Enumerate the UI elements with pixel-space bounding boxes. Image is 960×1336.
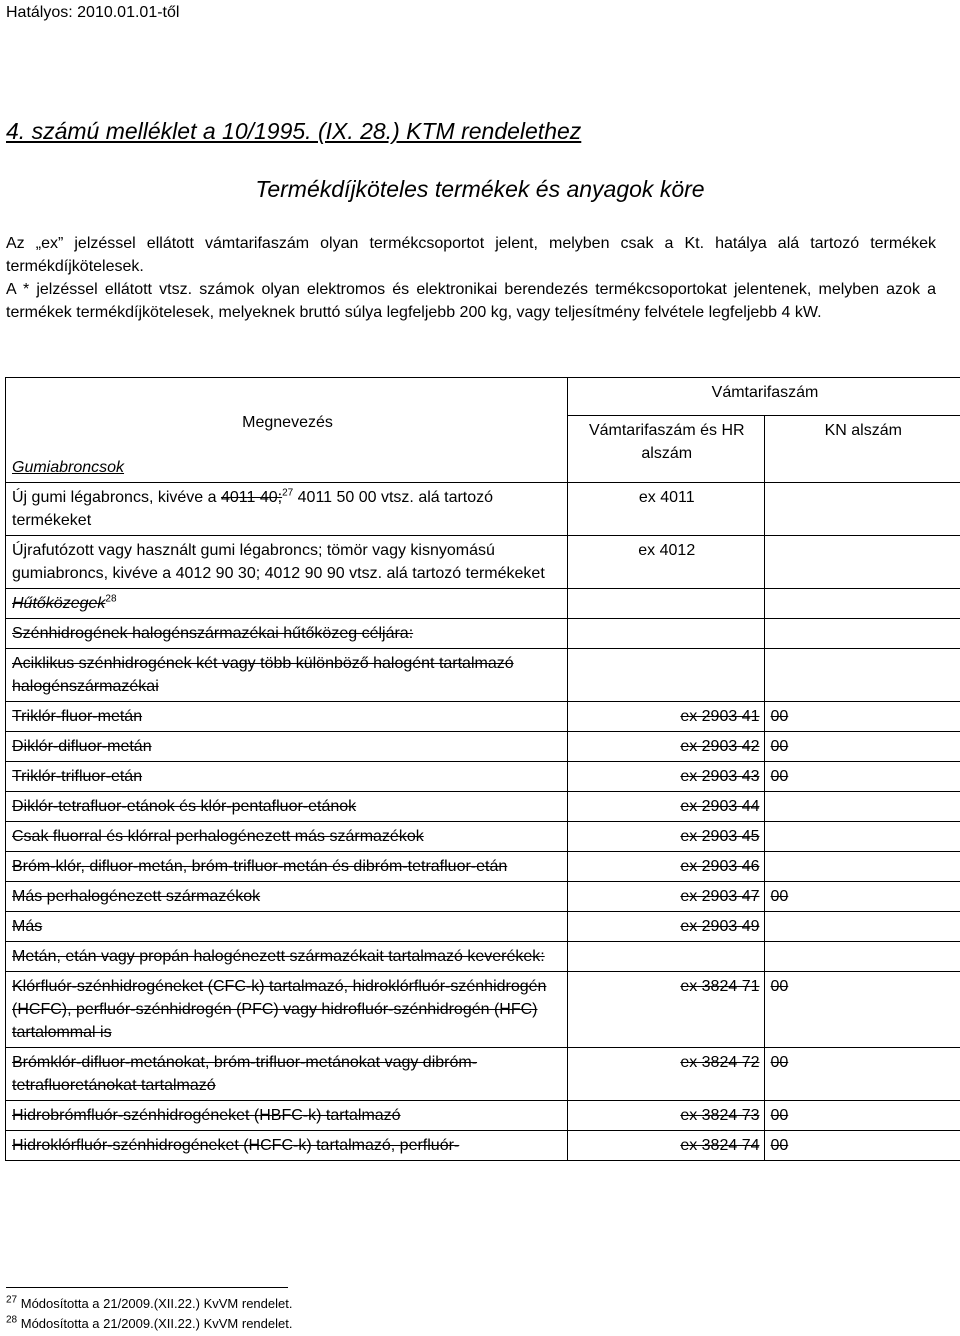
row-code: ex 2903 42 (680, 738, 760, 755)
row-code: ex 2903 47 (680, 888, 760, 905)
row-name: Diklór-tetrafluor-etánok és klór-pentafluor-etánok (12, 798, 357, 815)
table-row (6, 822, 960, 852)
row-name: Brómklór-difluor-metánokat, bróm-trifluor-metánokat vagy dibróm-tetrafluoretánokat tartalmazó (12, 1054, 478, 1094)
row-code: ex 3824 72 (680, 1054, 760, 1071)
row-code: ex 2903 46 (680, 858, 760, 875)
header-vamtarifaszam: Vámtarifaszám (568, 378, 960, 416)
table-row (6, 732, 960, 762)
table-row (6, 702, 960, 732)
row-code: ex 3824 74 (680, 1137, 760, 1154)
header-hr-alszam: Vámtarifaszám és HR alszám (568, 415, 765, 482)
table-row: Újrafutózott vagy használt gumi légabroncs; tömör vagy kisnyomású gumiabroncs, kivéve a 4012 90 30; 4012 90 90 vtsz. alá tartozó termékeket ex 4012 (6, 536, 960, 589)
footnote-27: $^{27}$ Módosította a 21/2009.(XII.22.) KvVM rendelet. (6, 1294, 293, 1311)
table-row (6, 1048, 960, 1101)
table-row (6, 972, 960, 1048)
row-name: Klórfluór-szénhidrogéneket (CFC-k) tartalmazó, hidroklórfluór-szénhidrogén (HCFC), perfluór-szénhidrogén (PFC) vagy hidrofluór-szénhidrogén (HFC) tartalommal is (12, 978, 547, 1041)
row-name: Diklór-difluor-metán (12, 738, 152, 755)
row-name: Aciklikus szénhidrogének két vagy több különböző halogént tartalmazó halogénszármazékai (12, 655, 514, 695)
row-name: Triklór-fluor-metán (12, 708, 143, 725)
row-sub: 00 (770, 738, 789, 755)
row-name: Metán, etán vagy propán halogénezett származékait tartalmazó keverékek: (12, 948, 545, 965)
row-name: Szénhidrogének halogénszármazékai hűtőközeg céljára: (12, 625, 414, 642)
row-name: Csak fluorral és klórral perhalogénezett más származékok (12, 828, 424, 845)
table-row (6, 619, 960, 649)
row-name: Hidrobrómfluór-szénhidrogéneket (HBFC-k) tartalmazó (12, 1107, 401, 1124)
table-header-row (6, 378, 960, 416)
code-cell: ex 4012 (568, 536, 765, 589)
table-row (6, 1131, 960, 1161)
table-row: Új gumi légabroncs, kivéve a 4011 40;$^{27}$ 4011 50 00 vtsz. alá tartozó termékeket ex 4011 (6, 483, 960, 536)
row-code: ex 2903 44 (680, 798, 760, 815)
row-sub: 00 (770, 1054, 789, 1071)
intro-paragraph: A * jelzéssel ellátott vtsz. számok olyan elektromos és elektronikai berendezés termékcsoportokat jelentenek, melyben azok a termékek termékdíjkötelesek, melyeknek bruttó súlya legfeljebb 200 kg, vagy teljesítmény felvétele legfeljebb 4 kW. (6, 281, 936, 321)
sub-cell (764, 536, 960, 589)
row-code: ex 3824 71 (680, 978, 760, 995)
struck-rows (6, 619, 960, 1161)
annex-title: 4. számú melléklet a 10/1995. (IX. 28.) KTM rendelethez (6, 118, 582, 144)
product-table (5, 377, 960, 1161)
row-code: ex 2903 41 (680, 708, 760, 725)
table-row (6, 942, 960, 972)
sub-cell (764, 483, 960, 536)
document-header: Hatályos: 2010.01.01-től (6, 4, 180, 21)
row-name: Más (12, 918, 43, 935)
table-row (6, 649, 960, 702)
row-sub: 00 (770, 1137, 789, 1154)
section-gumiabroncsok: Gumiabroncsok (12, 459, 125, 476)
row-sub: 00 (770, 888, 789, 905)
row-name: Hidroklórfluór-szénhidrogéneket (HCFC-k) tartalmazó, perfluór- (12, 1137, 460, 1154)
footnote-28: $^{28}$ Módosította a 21/2009.(XII.22.) KvVM rendelet. (6, 1314, 293, 1331)
row-sub: 00 (770, 708, 789, 725)
intro-paragraph: Az „ex” jelzéssel ellátott vámtarifaszám olyan termékcsoportot jelent, melyben csak a Kt. hatálya alá tartozó termékek termékdíjkötelesek. (6, 235, 936, 275)
row-sub: 00 (770, 768, 789, 785)
table-row (6, 792, 960, 822)
table-row: Hűtőközegek$^{28}$ (6, 589, 960, 619)
row-name: Más perhalogénezett származékok (12, 888, 261, 905)
footnote-separator (6, 1287, 288, 1288)
table-row (6, 1101, 960, 1131)
row-code: ex 2903 45 (680, 828, 760, 845)
annex-subtitle: Termékdíjköteles termékek és anyagok köre (255, 176, 705, 202)
row-code: ex 2903 43 (680, 768, 760, 785)
table-row (6, 882, 960, 912)
header-kn-alszam: KN alszám (764, 415, 960, 482)
row-code: ex 2903 49 (680, 918, 760, 935)
table-row (6, 852, 960, 882)
code-cell: ex 4011 (568, 483, 765, 536)
table-row (6, 762, 960, 792)
row-name: Bróm-klór, difluor-metán, bróm-trifluor-metán és dibróm-tetrafluor-etán (12, 858, 508, 875)
row-sub: 00 (770, 978, 789, 995)
row-sub: 00 (770, 1107, 789, 1124)
header-megnevezes: Megnevezés Gumiabroncsok (6, 378, 568, 483)
row-code: ex 3824 73 (680, 1107, 760, 1124)
row-name: Triklór-trifluor-etán (12, 768, 143, 785)
table-row (6, 912, 960, 942)
intro-text (6, 232, 936, 324)
